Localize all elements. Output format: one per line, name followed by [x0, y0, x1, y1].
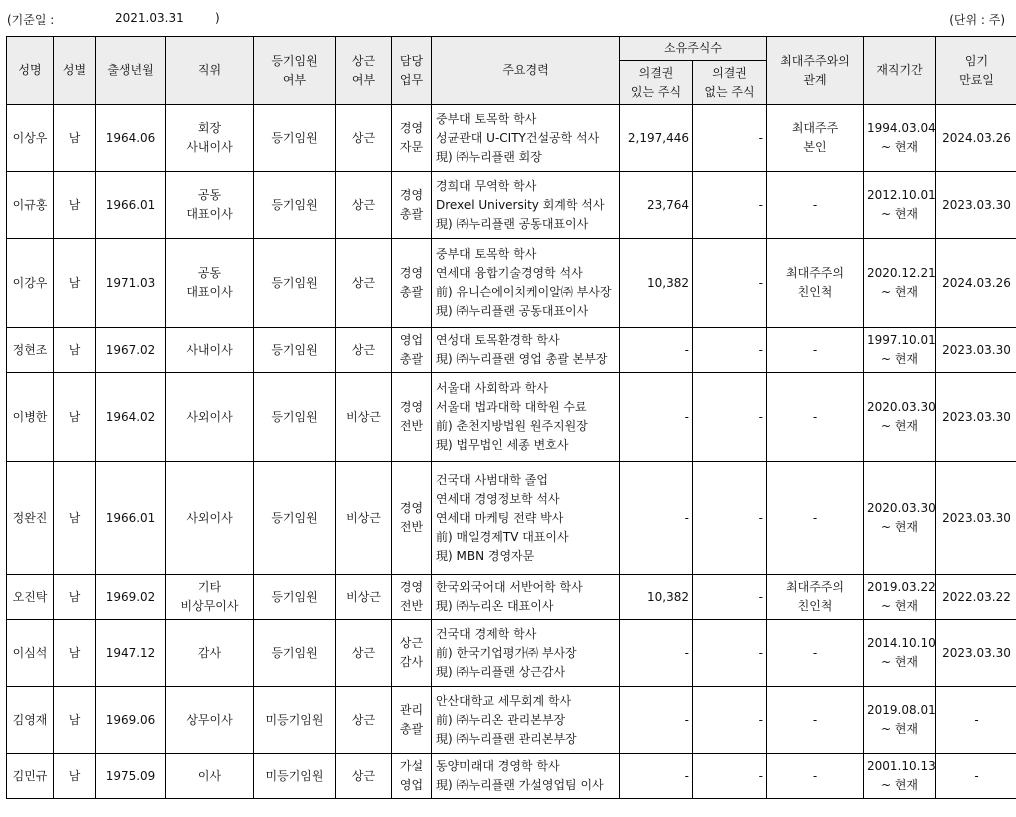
executives-table: [6, 36, 1016, 799]
cell-nonvoting-shares: -: [693, 239, 767, 328]
cell-nonvoting-shares: -: [693, 687, 767, 754]
cell-registered: 등기임원: [254, 239, 336, 328]
basis-date-close: ): [215, 11, 220, 25]
cell-duty: 경영 전반: [392, 373, 432, 462]
table-row: [7, 172, 1016, 239]
cell-name: 이규홍: [7, 172, 54, 239]
cell-name: 정현조: [7, 328, 54, 373]
cell-tenure: 1994.03.04 ~ 현재: [864, 105, 936, 172]
cell-position: 공동 대표이사: [166, 239, 254, 328]
cell-nonvoting-shares: -: [693, 462, 767, 575]
cell-duty: 경영 총괄: [392, 239, 432, 328]
cell-position: 기타 비상무이사: [166, 575, 254, 620]
cell-registered: 등기임원: [254, 620, 336, 687]
cell-position: 사외이사: [166, 373, 254, 462]
cell-gender: 남: [54, 575, 96, 620]
cell-career: 중부대 토목학 학사 연세대 융합기술경영학 석사 前) 유니슨에이치케이알㈜ 부사장 現) ㈜누리플랜 공동대표이사: [432, 239, 620, 328]
cell-voting-shares: 2,197,446: [620, 105, 693, 172]
cell-name: 이심석: [7, 620, 54, 687]
cell-voting-shares: -: [620, 620, 693, 687]
col-shares: 소유주식수: [620, 37, 767, 61]
cell-career: 안산대학교 세무회계 학사 前) ㈜누리온 관리본부장 現) ㈜누리플랜 관리본부장: [432, 687, 620, 754]
cell-birth: 1964.06: [96, 105, 166, 172]
cell-position: 상무이사: [166, 687, 254, 754]
cell-birth: 1964.02: [96, 373, 166, 462]
cell-name: 김영재: [7, 687, 54, 754]
cell-relation: -: [767, 328, 864, 373]
cell-relation: -: [767, 373, 864, 462]
cell-tenure: 2001.10.13 ~ 현재: [864, 754, 936, 799]
cell-tenure: 2019.03.22 ~ 현재: [864, 575, 936, 620]
col-gender: 성별: [54, 37, 96, 105]
table-body: [7, 105, 1016, 799]
cell-fulltime: 상근: [336, 172, 392, 239]
cell-name: 오진탁: [7, 575, 54, 620]
cell-birth: 1947.12: [96, 620, 166, 687]
cell-birth: 1966.01: [96, 462, 166, 575]
cell-voting-shares: -: [620, 754, 693, 799]
cell-gender: 남: [54, 620, 96, 687]
cell-birth: 1966.01: [96, 172, 166, 239]
cell-career: 한국외국어대 서반어학 학사 現) ㈜누리온 대표이사: [432, 575, 620, 620]
cell-birth: 1967.02: [96, 328, 166, 373]
cell-term-end: -: [936, 754, 1016, 799]
basis-date-value: 2021.03.31: [115, 11, 184, 25]
table-row: [7, 575, 1016, 620]
cell-gender: 남: [54, 687, 96, 754]
cell-relation: 최대주주의 친인척: [767, 239, 864, 328]
cell-registered: 미등기임원: [254, 687, 336, 754]
cell-position: 사외이사: [166, 462, 254, 575]
cell-career: 건국대 경제학 학사 前) 한국기업평가㈜ 부사장 現) ㈜누리플랜 상근감사: [432, 620, 620, 687]
cell-voting-shares: -: [620, 687, 693, 754]
cell-registered: 등기임원: [254, 373, 336, 462]
table-row: [7, 620, 1016, 687]
cell-relation: -: [767, 687, 864, 754]
cell-position: 이사: [166, 754, 254, 799]
cell-fulltime: 상근: [336, 754, 392, 799]
cell-position: 감사: [166, 620, 254, 687]
basis-date-label: (기준일 :: [7, 13, 55, 27]
col-fulltime: 상근 여부: [336, 37, 392, 105]
cell-relation: -: [767, 754, 864, 799]
cell-career: 건국대 사범대학 졸업 연세대 경영정보학 석사 연세대 마케팅 전략 박사 前) 매일경제TV 대표이사 現) MBN 경영자문: [432, 462, 620, 575]
cell-fulltime: 상근: [336, 620, 392, 687]
cell-tenure: 2019.08.01 ~ 현재: [864, 687, 936, 754]
cell-nonvoting-shares: -: [693, 328, 767, 373]
cell-gender: 남: [54, 754, 96, 799]
cell-name: 이상우: [7, 105, 54, 172]
cell-tenure: 1997.10.01 ~ 현재: [864, 328, 936, 373]
col-birth: 출생년월: [96, 37, 166, 105]
report-header: [0, 0, 1016, 34]
cell-fulltime: 비상근: [336, 575, 392, 620]
cell-gender: 남: [54, 328, 96, 373]
col-registered: 등기임원 여부: [254, 37, 336, 105]
cell-term-end: 2023.03.30: [936, 462, 1016, 575]
table-row: [7, 105, 1016, 172]
col-voting: 의결권 있는 주식: [620, 61, 693, 105]
cell-duty: 상근 감사: [392, 620, 432, 687]
cell-duty: 관리 총괄: [392, 687, 432, 754]
cell-term-end: 2024.03.26: [936, 105, 1016, 172]
col-term-end: 임기 만료일: [936, 37, 1016, 105]
table-row: [7, 239, 1016, 328]
cell-fulltime: 비상근: [336, 462, 392, 575]
cell-term-end: 2023.03.30: [936, 172, 1016, 239]
cell-gender: 남: [54, 172, 96, 239]
cell-gender: 남: [54, 373, 96, 462]
cell-term-end: 2023.03.30: [936, 328, 1016, 373]
col-tenure: 재직기간: [864, 37, 936, 105]
col-nonvoting: 의결권 없는 주식: [693, 61, 767, 105]
cell-fulltime: 상근: [336, 239, 392, 328]
cell-career: 동양미래대 경영학 학사 現) ㈜누리플랜 가설영업팀 이사: [432, 754, 620, 799]
cell-tenure: 2012.10.01 ~ 현재: [864, 172, 936, 239]
col-name: 성명: [7, 37, 54, 105]
cell-career: 서울대 사회학과 학사 서울대 법과대학 대학원 수료 前) 춘천지방법원 원주지원장 現) 법무법인 세종 변호사: [432, 373, 620, 462]
cell-position: 공동 대표이사: [166, 172, 254, 239]
cell-name: 이병한: [7, 373, 54, 462]
cell-nonvoting-shares: -: [693, 172, 767, 239]
cell-relation: 최대주주의 친인척: [767, 575, 864, 620]
cell-term-end: 2023.03.30: [936, 373, 1016, 462]
cell-position: 사내이사: [166, 328, 254, 373]
cell-term-end: 2023.03.30: [936, 620, 1016, 687]
table-header: [7, 37, 1016, 105]
cell-duty: 경영 전반: [392, 462, 432, 575]
cell-registered: 등기임원: [254, 328, 336, 373]
cell-birth: 1969.06: [96, 687, 166, 754]
cell-nonvoting-shares: -: [693, 105, 767, 172]
cell-duty: 영업 총괄: [392, 328, 432, 373]
cell-voting-shares: 23,764: [620, 172, 693, 239]
cell-nonvoting-shares: -: [693, 620, 767, 687]
cell-tenure: 2020.03.30 ~ 현재: [864, 373, 936, 462]
table-row: [7, 328, 1016, 373]
cell-term-end: 2022.03.22: [936, 575, 1016, 620]
cell-birth: 1969.02: [96, 575, 166, 620]
cell-name: 이강우: [7, 239, 54, 328]
cell-tenure: 2014.10.10 ~ 현재: [864, 620, 936, 687]
cell-voting-shares: -: [620, 328, 693, 373]
table-row: [7, 687, 1016, 754]
col-relation: 최대주주와의 관계: [767, 37, 864, 105]
cell-voting-shares: 10,382: [620, 239, 693, 328]
cell-fulltime: 비상근: [336, 373, 392, 462]
cell-relation: -: [767, 172, 864, 239]
cell-term-end: -: [936, 687, 1016, 754]
cell-registered: 등기임원: [254, 105, 336, 172]
cell-relation: -: [767, 620, 864, 687]
cell-nonvoting-shares: -: [693, 575, 767, 620]
cell-voting-shares: -: [620, 462, 693, 575]
cell-tenure: 2020.03.30 ~ 현재: [864, 462, 936, 575]
cell-gender: 남: [54, 462, 96, 575]
cell-registered: 미등기임원: [254, 754, 336, 799]
cell-name: 정완진: [7, 462, 54, 575]
cell-birth: 1975.09: [96, 754, 166, 799]
cell-tenure: 2020.12.21 ~ 현재: [864, 239, 936, 328]
cell-voting-shares: 10,382: [620, 575, 693, 620]
cell-fulltime: 상근: [336, 328, 392, 373]
col-career: 주요경력: [432, 37, 620, 105]
cell-fulltime: 상근: [336, 687, 392, 754]
col-duty: 담당 업무: [392, 37, 432, 105]
cell-nonvoting-shares: -: [693, 373, 767, 462]
cell-registered: 등기임원: [254, 575, 336, 620]
cell-duty: 경영 자문: [392, 105, 432, 172]
cell-gender: 남: [54, 239, 96, 328]
cell-fulltime: 상근: [336, 105, 392, 172]
table-row: [7, 373, 1016, 462]
cell-registered: 등기임원: [254, 462, 336, 575]
cell-duty: 경영 총괄: [392, 172, 432, 239]
cell-nonvoting-shares: -: [693, 754, 767, 799]
cell-birth: 1971.03: [96, 239, 166, 328]
cell-gender: 남: [54, 105, 96, 172]
cell-voting-shares: -: [620, 373, 693, 462]
cell-career: 중부대 토목학 학사 성균관대 U-CITY건설공학 석사 現) ㈜누리플랜 회장: [432, 105, 620, 172]
cell-career: 연성대 토목환경학 학사 現) ㈜누리플랜 영업 총괄 본부장: [432, 328, 620, 373]
cell-duty: 가설 영업: [392, 754, 432, 799]
unit-label: (단위 : 주): [949, 13, 1005, 27]
col-position: 직위: [166, 37, 254, 105]
cell-name: 김민규: [7, 754, 54, 799]
cell-duty: 경영 전반: [392, 575, 432, 620]
table-row: [7, 462, 1016, 575]
cell-career: 경희대 무역학 학사 Drexel University 회계학 석사 現) ㈜누리플랜 공동대표이사: [432, 172, 620, 239]
cell-position: 회장 사내이사: [166, 105, 254, 172]
table-row: [7, 754, 1016, 799]
cell-relation: -: [767, 462, 864, 575]
cell-term-end: 2024.03.26: [936, 239, 1016, 328]
cell-registered: 등기임원: [254, 172, 336, 239]
cell-relation: 최대주주 본인: [767, 105, 864, 172]
